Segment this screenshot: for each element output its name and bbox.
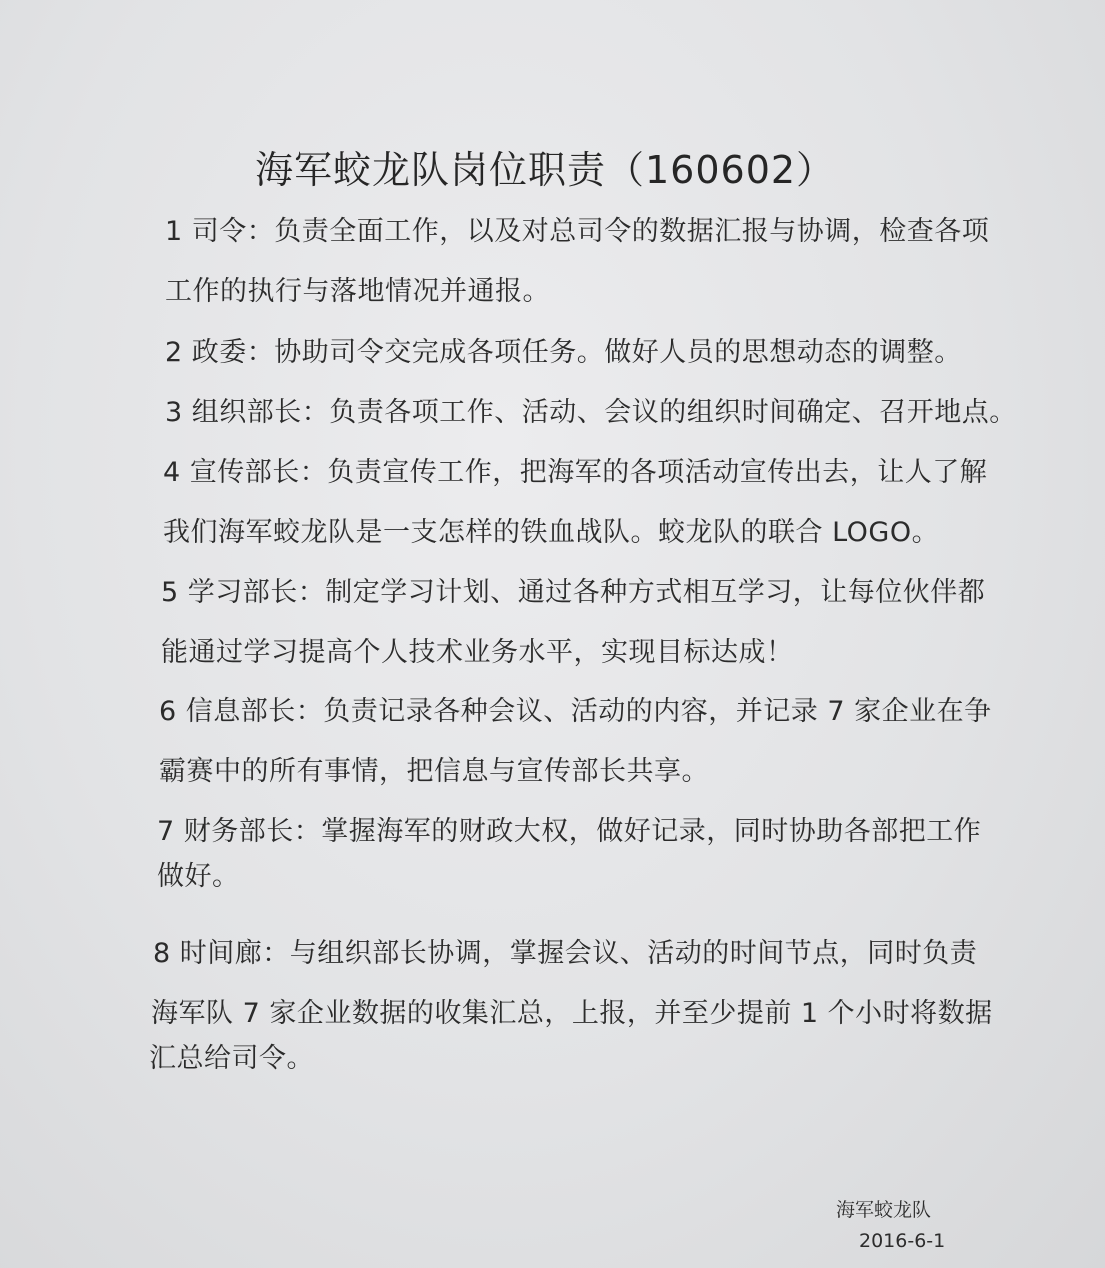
duty-line: 霸赛中的所有事情，把信息与宣传部长共享。: [159, 756, 709, 787]
duty-line: 工作的执行与落地情况并通报。: [165, 276, 550, 307]
duty-line: 7 财务部长：掌握海军的财政大权，做好记录，同时协助各部把工作: [157, 816, 982, 847]
duty-line: 海军队 7 家企业数据的收集汇总，上报，并至少提前 1 个小时将数据: [151, 998, 993, 1029]
duty-line: 我们海军蛟龙队是一支怎样的铁血战队。蛟龙队的联合 LOGO。: [163, 517, 940, 548]
duty-line: 5 学习部长：制定学习计划、通过各种方式相互学习，让每位伙伴都: [161, 577, 986, 608]
document-title: 海军蛟龙队岗位职责（160602）: [255, 148, 836, 192]
duty-line: 2 政委：协助司令交完成各项任务。做好人员的思想动态的调整。: [165, 337, 962, 368]
signature-date: 2016-6-1: [859, 1230, 946, 1252]
duty-line: 能通过学习提高个人技术业务水平，实现目标达成！: [161, 637, 794, 668]
duty-line: 汇总给司令。: [149, 1043, 314, 1074]
duty-line: 3 组织部长：负责各项工作、活动、会议的组织时间确定、召开地点。: [165, 397, 1017, 428]
duty-line: 1 司令：负责全面工作，以及对总司令的数据汇报与协调，检查各项: [165, 216, 990, 247]
duty-line: 4 宣传部长：负责宣传工作，把海军的各项活动宣传出去，让人了解: [163, 457, 988, 488]
duty-line: 做好。: [157, 861, 240, 892]
signature-org: 海军蛟龙队: [836, 1199, 932, 1221]
duty-line: 6 信息部长：负责记录各种会议、活动的内容，并记录 7 家企业在争: [159, 696, 992, 727]
duty-line: 8 时间廊：与组织部长协调，掌握会议、活动的时间节点，同时负责: [153, 938, 978, 969]
